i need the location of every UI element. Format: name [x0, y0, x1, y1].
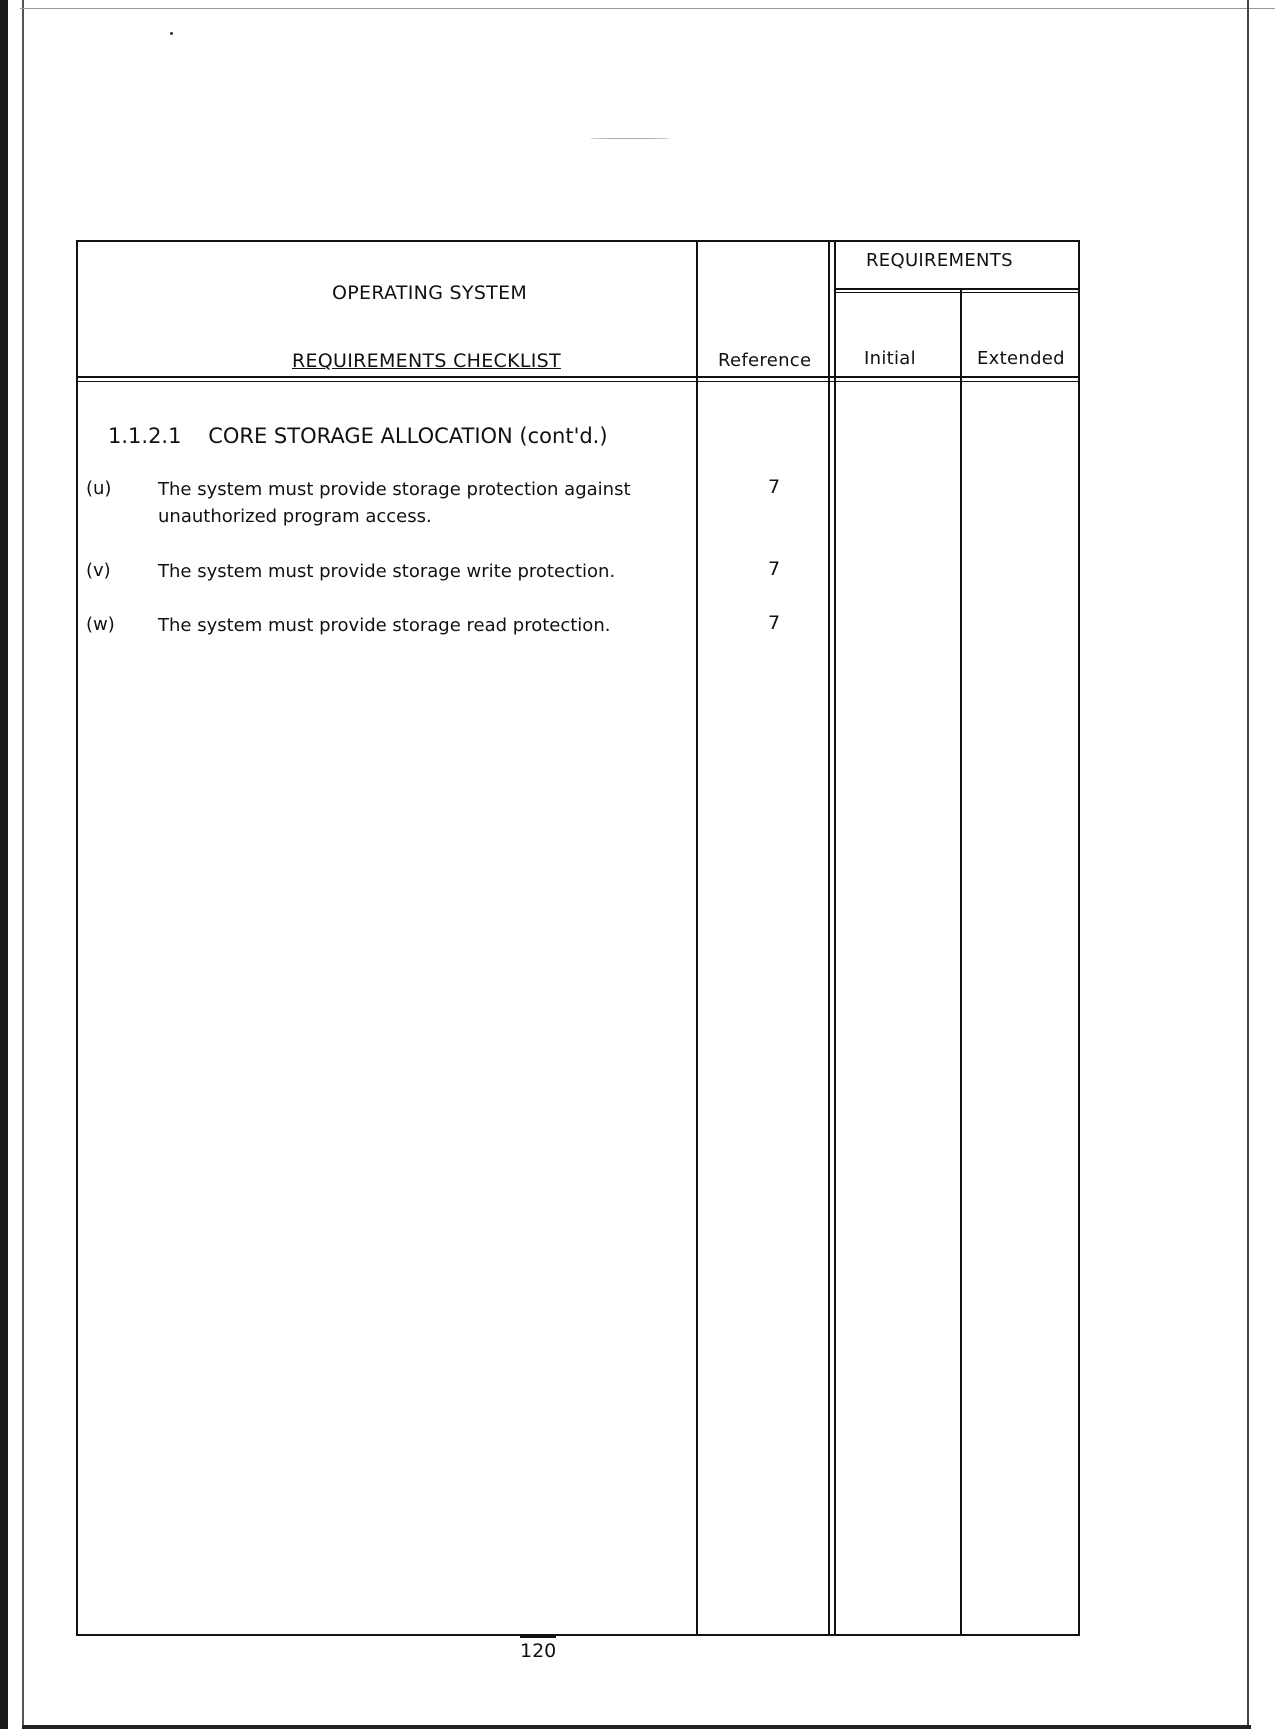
header-bottom-rule	[78, 376, 1078, 378]
header-bottom-rule-double	[78, 381, 1078, 382]
column-divider-requirements	[828, 242, 830, 1634]
column-divider-requirements-double	[834, 242, 836, 1634]
item-letter: (w)	[86, 614, 115, 635]
section-title: CORE STORAGE ALLOCATION (cont'd.)	[208, 424, 608, 448]
scan-edge-left-inner	[22, 0, 24, 1729]
scan-edge-bottom	[22, 1725, 1251, 1729]
item-reference: 7	[768, 558, 781, 580]
form-title-line2: REQUIREMENTS CHECKLIST	[292, 350, 561, 372]
scan-speck	[590, 138, 670, 139]
extended-column-header: Extended	[977, 348, 1065, 369]
scan-edge-left	[0, 0, 8, 1729]
column-divider-reference	[696, 242, 698, 1634]
initial-column-header: Initial	[864, 348, 916, 369]
item-text: The system must provide storage read protection.	[158, 615, 611, 636]
section-heading	[108, 424, 608, 448]
requirements-rule-double	[834, 292, 1078, 293]
requirements-column-header: REQUIREMENTS	[866, 250, 1013, 271]
scan-edge-right	[1247, 0, 1249, 1729]
item-letter: (v)	[86, 560, 111, 581]
scan-speck	[170, 32, 173, 35]
requirements-rule	[834, 288, 1078, 290]
item-text: The system must provide storage protection against unauthorized program access.	[158, 479, 631, 527]
item-reference: 7	[768, 612, 781, 634]
item-letter: (u)	[86, 478, 112, 499]
column-divider-extended	[960, 290, 962, 1634]
section-number: 1.1.2.1	[108, 424, 182, 448]
item-reference: 7	[768, 476, 781, 498]
page-number: 120	[520, 1636, 556, 1662]
form-title-line1: OPERATING SYSTEM	[332, 282, 528, 304]
scan-edge-top	[20, 8, 1275, 9]
checklist-form	[76, 240, 1080, 1636]
item-text: The system must provide storage write protection.	[158, 561, 616, 582]
reference-column-header: Reference	[718, 350, 812, 371]
